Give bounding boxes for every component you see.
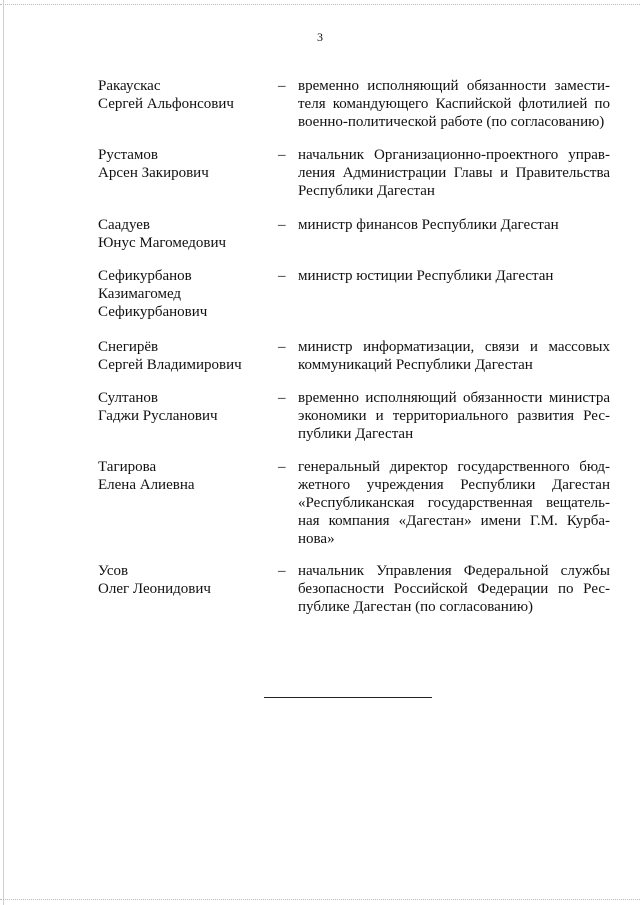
member-surname: Саадуев [98, 217, 150, 233]
member-surname: Рустамов [98, 147, 158, 163]
scan-edge-bottom [0, 899, 640, 900]
member-surname: Снегирёв [98, 339, 159, 355]
member-position [298, 77, 610, 131]
member-name [98, 77, 268, 113]
member-position [298, 458, 610, 548]
entry-dash: – [278, 339, 286, 355]
member-surname: Ракаускас [98, 78, 161, 94]
member-position [298, 146, 610, 200]
position-line: жетного учреждения Республики Дагестан [298, 477, 610, 493]
member-given-names: Олег Леонидович [98, 581, 211, 597]
member-patronymic: Сефикурбанович [98, 304, 208, 320]
member-given-names: Казимагомед [98, 286, 182, 302]
member-given-names: Юнус Магомедович [98, 235, 227, 251]
member-position [298, 216, 610, 234]
member-position [298, 338, 610, 374]
position-line: нова» [298, 531, 335, 547]
member-position [298, 389, 610, 443]
position-line: теля командующего Каспийской флотилией по [298, 96, 610, 112]
position-line: экономики и территориального развития Рес- [298, 408, 610, 424]
entry-dash: – [278, 217, 286, 233]
member-given-names: Сергей Альфонсович [98, 96, 234, 112]
position-line: начальник Организационно-проектного управ- [298, 147, 610, 163]
member-given-names: Сергей Владимирович [98, 357, 242, 373]
entry-dash: – [278, 390, 286, 406]
member-given-names: Елена Алиевна [98, 477, 195, 493]
position-line: публики Дагестан [298, 426, 414, 442]
member-position [298, 562, 610, 616]
entry-dash: – [278, 563, 286, 579]
position-line: министр юстиции Республики Дагестан [298, 268, 554, 284]
member-name [98, 267, 268, 321]
position-line: военно-политической работе (по согласованию) [298, 114, 605, 130]
member-position [298, 267, 610, 285]
position-line: министр информатизации, связи и массовых [298, 339, 610, 355]
member-name [98, 216, 268, 252]
position-line: ления Администрации Главы и Правительства [298, 165, 610, 181]
scan-edge-left [3, 0, 4, 905]
position-line: начальник Управления Федеральной службы [298, 563, 610, 579]
position-line: коммуникаций Республики Дагестан [298, 357, 533, 373]
entry-dash: – [278, 268, 286, 284]
position-line: министр финансов Республики Дагестан [298, 217, 559, 233]
member-name [98, 458, 268, 494]
position-line: безопасности Российской Федерации по Рес- [298, 581, 610, 597]
entry-dash: – [278, 78, 286, 94]
entry-dash: – [278, 459, 286, 475]
position-line: публике Дагестан (по согласованию) [298, 599, 534, 615]
position-line: «Республиканская государственная вещатель- [298, 495, 610, 511]
position-line: ная компания «Дагестан» имени Г.М. Курба- [298, 513, 610, 529]
entry-dash: – [278, 147, 286, 163]
member-given-names: Гаджи Русланович [98, 408, 218, 424]
member-surname: Тагирова [98, 459, 157, 475]
member-given-names: Арсен Закирович [98, 165, 209, 181]
member-name [98, 389, 268, 425]
member-surname: Сефикурбанов [98, 268, 192, 284]
member-surname: Усов [98, 563, 129, 579]
scan-edge-top [0, 4, 640, 5]
position-line: Республики Дагестан [298, 183, 435, 199]
member-surname: Султанов [98, 390, 158, 406]
end-of-list-rule [264, 697, 432, 698]
position-line: временно исполняющий обязанности замести- [298, 78, 610, 94]
member-name [98, 562, 268, 598]
position-line: генеральный директор государственного бюд- [298, 459, 610, 475]
member-name [98, 338, 268, 374]
member-name [98, 146, 268, 182]
position-line: временно исполняющий обязанности министра [298, 390, 610, 406]
page-number: 3 [317, 30, 323, 44]
